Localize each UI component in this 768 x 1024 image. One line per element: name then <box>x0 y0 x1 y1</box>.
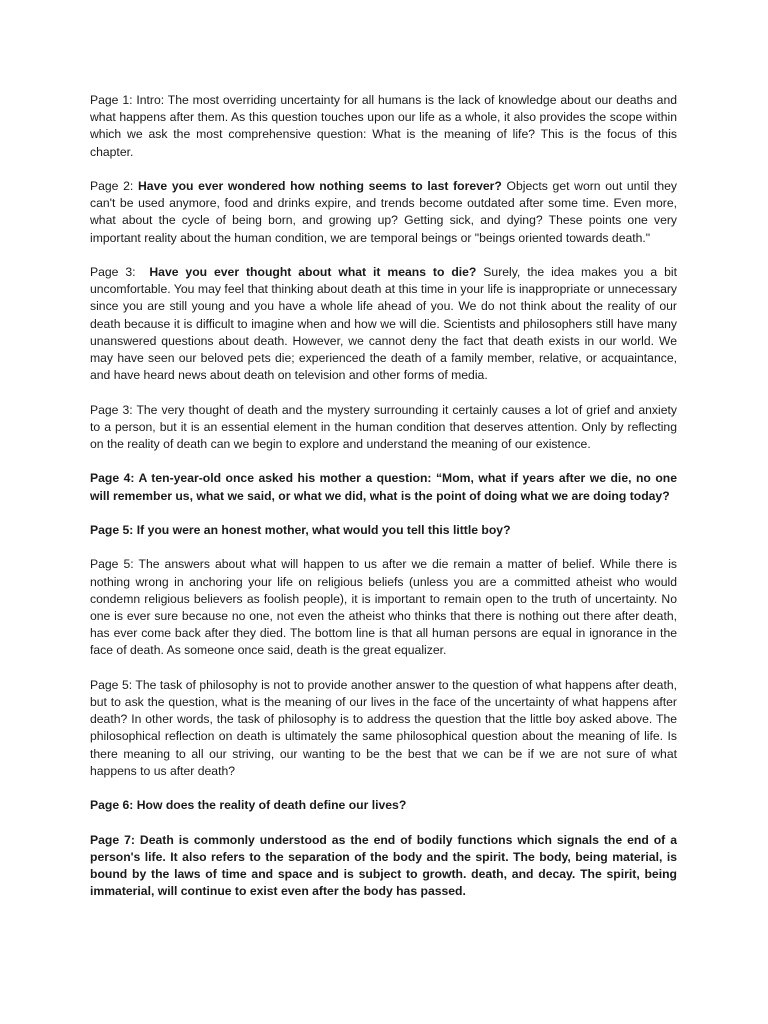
paragraph-text: Page 5: If you were an honest mother, what would you tell this little boy? <box>90 523 511 537</box>
document-page <box>90 92 677 918</box>
paragraph-page-7 <box>90 832 677 901</box>
paragraph-page-5b <box>90 677 677 780</box>
paragraph-text: Surely, the idea makes you a bit uncomfortable. You may feel that thinking about death at this time in your life is inappropriate or unnecessary since you are still young and you have a whole life ahead of you. We do not think about the reality of our death because it is difficult to imagine when and how we will die. Scientists and philosophers still have many unanswered questions about death. However, we cannot deny the fact that death exists in our world. We may have seen our beloved pets die; experienced the death of a family member, relative, or acquaintance, and have heard news about death on television and other forms of media. <box>90 265 677 383</box>
page-label: Page 2: <box>90 179 138 193</box>
page-label: Page 5: <box>90 557 139 572</box>
paragraph-page-1 <box>90 92 677 161</box>
paragraph-question: Have you ever thought about what it means to die? <box>149 265 477 279</box>
paragraph-page-2 <box>90 178 677 247</box>
paragraph-text: The answers about what will happen to us after we die remain a matter of belief. While there is nothing wrong in anchoring your life on religious beliefs (unless you are a committed atheist who would condemn religious believers as foolish people), it is important to remain open to the truth of uncertainty. No one is ever sure because no one, not even the atheist who thinks that there is nothing out there after death, has ever come back after they died. The bottom line is that all human persons are equal in ignorance in the face of death. As someone once said, death is the great equalizer. <box>90 557 678 658</box>
paragraph-question: Have you ever wondered how nothing seems to last forever? <box>138 179 502 193</box>
page-label: Page 3: <box>90 402 137 417</box>
paragraph-text: Objects get worn out until they can't be used anymore, food and drinks expire, and trends become outdated after some time. Even more, what about the cycle of being born, and growing up? Getting sick, and dying? These points one very important reality about the human condition, we are temporal beings or "beings oriented towards death." <box>90 179 677 245</box>
paragraph-page-5a <box>90 556 677 659</box>
paragraph-text: Page 7: Death is commonly understood as the end of bodily functions which signals the end of a person's life. It also refers to the separation of the body and the spirit. The body, being material, is bound by the laws of time and space and is subject to growth. death, and decay. The spirit, being immaterial, will continue to exist even after the body has passed. <box>90 832 677 899</box>
paragraph-text: The very thought of death and the mystery surrounding it certainly causes a lot of grief and anxiety to a person, but it is an essential element in the human condition that deserves attention. Only by reflecting on the reality of death can we begin to explore and understand the meaning of our existence. <box>90 402 677 452</box>
paragraph-text: Page 4: A ten-year-old once asked his mother a question: “Mom, what if years after we die, no one will remember us, what we said, or what we did, what is the point of doing what we are doing today? <box>90 471 677 503</box>
page-label: Page 5: <box>90 677 136 692</box>
paragraph-page-3a <box>90 264 677 384</box>
paragraph-page-5-question <box>90 522 677 539</box>
page-label: Page 1: <box>90 93 137 107</box>
paragraph-text: Intro: The most overriding uncertainty for all humans is the lack of knowledge about our deaths and what happens after them. As this question touches upon our life as a whole, it also provides the scope within which we ask the most comprehensive question: What is the meaning of life? This is the focus of this chapter. <box>90 93 677 159</box>
paragraph-page-4 <box>90 470 677 504</box>
page-label: Page 3: <box>90 265 150 279</box>
paragraph-page-6 <box>90 797 677 814</box>
paragraph-text: Page 6: How does the reality of death define our lives? <box>90 798 407 813</box>
paragraph-page-3b <box>90 402 677 454</box>
paragraph-text: The task of philosophy is not to provide another answer to the question of what happens after death, but to ask the question, what is the meaning of our lives in the face of the uncertainty of what happens after death? In other words, the task of philosophy is to address the question that the little boy asked above. The philosophical reflection on death is ultimately the same philosophical question about the meaning of life. Is there meaning to all our striving, our wanting to be the best that we can be if we are not sure of what happens to us after death? <box>90 677 677 778</box>
